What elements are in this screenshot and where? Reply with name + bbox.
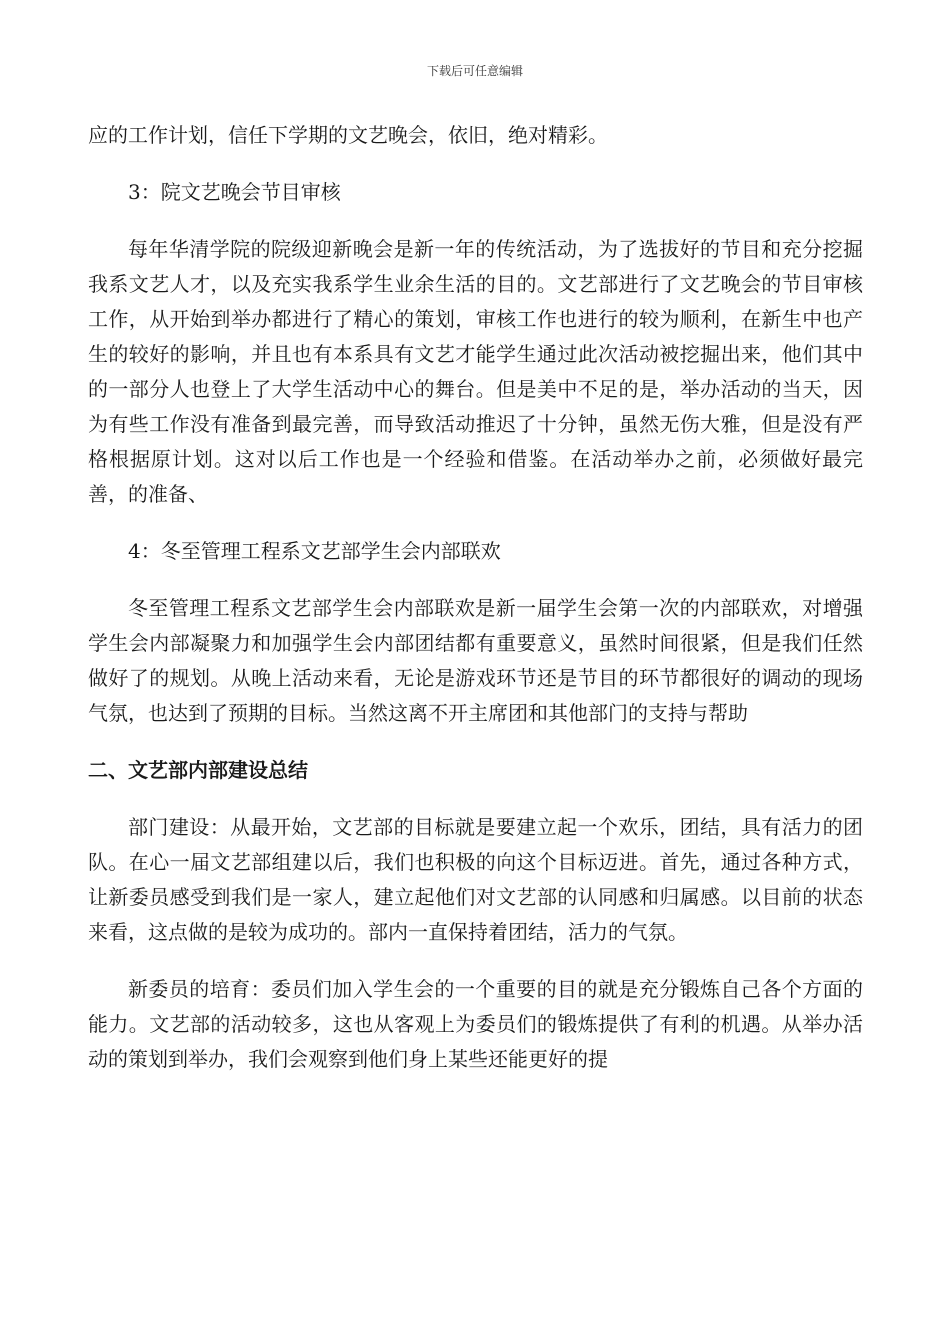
paragraph-member-training: 新委员的培育：委员们加入学生会的一个重要的目的就是充分锻炼自己各个方面的能力。文艺部的活动较多，这也从客观上为委员们的锻炼提供了有利的机遇。从举办活动的策划到举办，我们会观察到他们身上某些还能更好的提: [88, 977, 863, 1071]
subheading-3: 3：院文艺晚会节目审核: [128, 180, 341, 204]
section-title-2: 二、文艺部内部建设总结: [88, 758, 308, 782]
paragraph-department-building: 部门建设：从最开始，文艺部的目标就是要建立起一个欢乐，团结，具有活力的团队。在心一届文艺部组建以后，我们也积极的向这个目标迈进。首先，通过各种方式，让新委员感受到我们是一家人，建立起他们对文艺部的认同感和归属感。以目前的状态来看，这点做的是较为成功的。部内一直保持着团结，活力的气氛。: [88, 815, 863, 944]
page-header-note: 下载后可任意编辑: [426, 64, 523, 78]
paragraph-gala-review: 每年华清学院的院级迎新晚会是新一年的传统活动，为了选拔好的节目和充分挖掘我系文艺人才，以及充实我系学生业余生活的目的。文艺部进行了文艺晚会的节目审核工作，从开始到举办都进行了精心的策划，审核工作也进行的较为顺利，在新生中也产生的较好的影响，并且也有本系具有文艺才能学生通过此次活动被挖掘出来，他们其中的一部分人也登上了大学生活动中心的舞台。但是美中不足的是，举办活动的当天，因为有些工作没有准备到最完善，而导致活动推迟了十分钟，虽然无伤大雅，但是没有严格根据原计划。这对以后工作也是一个经验和借鉴。在活动举办之前，必须做好最完善，的准备、: [88, 237, 863, 506]
subheading-4: 4：冬至管理工程系文艺部学生会内部联欢: [128, 539, 501, 563]
document-body: [88, 118, 863, 1099]
paragraph-continuation: 应的工作计划，信任下学期的文艺晚会，依旧，绝对精彩。: [88, 123, 608, 147]
paragraph-winter-party: 冬至管理工程系文艺部学生会内部联欢是新一届学生会第一次的内部联欢，对增强学生会内部凝聚力和加强学生会内部团结都有重要意义，虽然时间很紧，但是我们任然做好了的规划。从晚上活动来看，无论是游戏环节还是节目的环节都很好的调动的现场气氛，也达到了预期的目标。当然这离不开主席团和其他部门的支持与帮助: [88, 596, 863, 725]
